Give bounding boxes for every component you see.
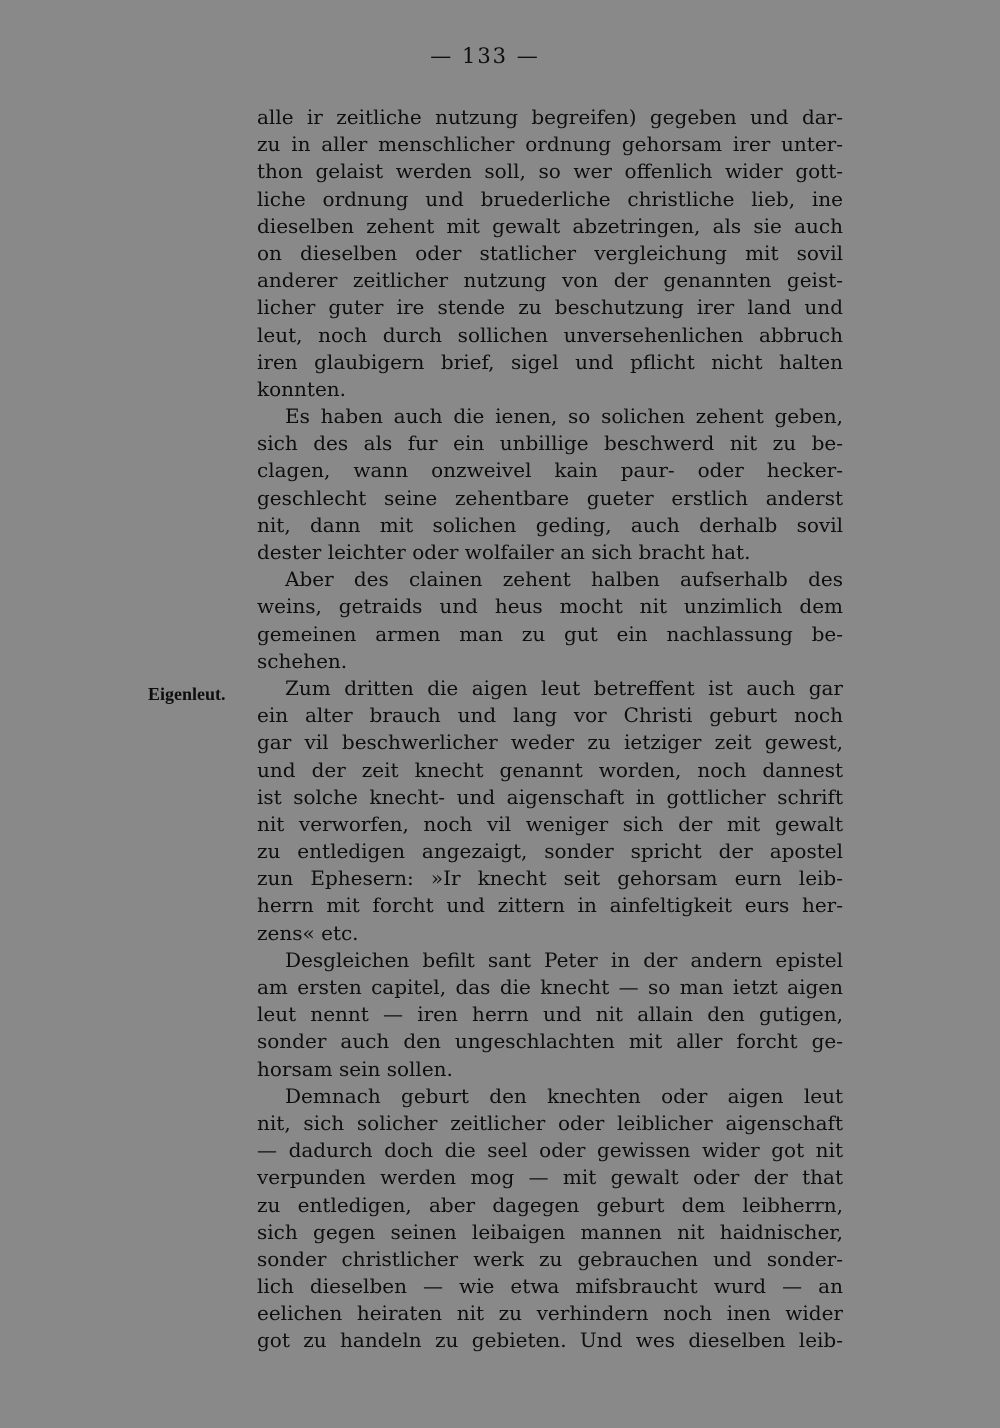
text-line: sonder auch den ungeschlachten mit aller forcht ge- bbox=[257, 1029, 843, 1054]
text-line: geschlecht seine zehentbare gueter erstlich anderst bbox=[257, 485, 843, 510]
text-line: schehen. bbox=[257, 648, 348, 673]
text-line: got zu handeln zu gebieten. Und wes dieselben leib- bbox=[257, 1328, 843, 1353]
text-line: iren glaubigern brief, sigel und pflicht nicht halten bbox=[257, 349, 843, 374]
text-line: am ersten capitel, das die knecht — so man ietzt aigen bbox=[257, 975, 843, 999]
text-line: Aber des clainen zehent halben aufserhalb des bbox=[285, 567, 843, 592]
text-line: zu entledigen, aber dagegen geburt dem leibherrn, bbox=[257, 1192, 843, 1217]
text-line: liche ordnung und bruederliche christliche lieb, ine bbox=[257, 186, 843, 211]
text-line: sonder christlicher werk zu gebrauchen und sonder- bbox=[257, 1246, 843, 1271]
text-line: eelichen heiraten nit zu verhindern noch inen wider bbox=[257, 1301, 843, 1326]
body-text bbox=[257, 104, 843, 1355]
text-line: gemeinen armen man zu gut ein nachlassung be- bbox=[257, 621, 843, 646]
text-line: nit, dann mit solichen geding, auch derhalb sovil bbox=[257, 512, 843, 537]
text-line: lich dieselben — wie etwa mifsbraucht wurd — an bbox=[257, 1274, 843, 1299]
text-line: Demnach geburt den knechten oder aigen leut bbox=[285, 1083, 843, 1108]
margin-note: Eigenleut. bbox=[148, 684, 226, 704]
text-line: herrn mit forcht und zittern in ainfeltigkeit eurs her- bbox=[257, 893, 843, 918]
text-line: alle ir zeitliche nutzung begreifen) gegeben und dar- bbox=[257, 105, 843, 129]
text-line: leut, noch durch sollichen unversehenlichen abbruch bbox=[257, 322, 843, 347]
text-line: — dadurch doch die seel oder gewissen wider got nit bbox=[257, 1138, 843, 1163]
text-line: weins, getraids und heus mocht nit unzimlich dem bbox=[257, 594, 843, 619]
text-line: horsam sein sollen. bbox=[257, 1056, 453, 1081]
text-line: und der zeit knecht genannt worden, noch dannest bbox=[257, 757, 843, 782]
text-line: anderer zeitlicher nutzung von der genannten geist- bbox=[257, 268, 843, 293]
text-line: leut nennt — iren herrn und nit allain den gutigen, bbox=[257, 1002, 843, 1027]
text-line: licher guter ire stende zu beschutzung irer land und bbox=[257, 295, 843, 320]
text-line: nit verworfen, noch vil weniger sich der mit gewalt bbox=[257, 811, 843, 836]
text-line: dieselben zehent mit gewalt abzetringen, als sie auch bbox=[257, 213, 843, 238]
text-line: ein alter brauch und lang vor Christi geburt noch bbox=[257, 703, 843, 728]
text-line: zu entledigen angezaigt, sonder spricht der apostel bbox=[257, 839, 843, 864]
text-line: zu in aller menschlicher ordnung gehorsam irer unter- bbox=[257, 132, 843, 157]
text-line: clagen, wann onzweivel kain paur- oder hecker- bbox=[257, 458, 843, 483]
text-line: on dieselben oder statlicher vergleichung mit sovil bbox=[257, 240, 843, 265]
text-line: verpunden werden mog — mit gewalt oder der that bbox=[257, 1165, 843, 1190]
text-line: thon gelaist werden soll, so wer offenlich wider gott- bbox=[257, 159, 843, 184]
text-line: dester leichter oder wolfailer an sich bracht hat. bbox=[257, 540, 751, 564]
text-line: zens« etc. bbox=[257, 920, 359, 945]
text-line: gar vil beschwerlicher weder zu ietziger zeit gewest, bbox=[257, 730, 843, 755]
text-line: Es haben auch die ienen, so solichen zehent geben, bbox=[285, 404, 843, 429]
text-line: Zum dritten die aigen leut betreffent ist auch gar bbox=[285, 675, 843, 700]
text-line: sich gegen seinen leibaigen mannen nit haidnischer, bbox=[257, 1219, 843, 1244]
text-line: konnten. bbox=[257, 376, 347, 401]
text-line: ist solche knecht- und aigenschaft in gottlicher schrift bbox=[257, 784, 843, 809]
text-line: nit, sich solicher zeitlicher oder leiblicher aigenschaft bbox=[257, 1110, 843, 1135]
text-line: sich des als fur ein unbillige beschwerd nit zu be- bbox=[257, 431, 843, 456]
text-line: zun Ephesern: »Ir knecht seit gehorsam eurn leib- bbox=[257, 866, 843, 891]
page-number: — 133 — bbox=[430, 44, 540, 68]
text-line: Desgleichen befilt sant Peter in der andern epistel bbox=[285, 947, 843, 972]
